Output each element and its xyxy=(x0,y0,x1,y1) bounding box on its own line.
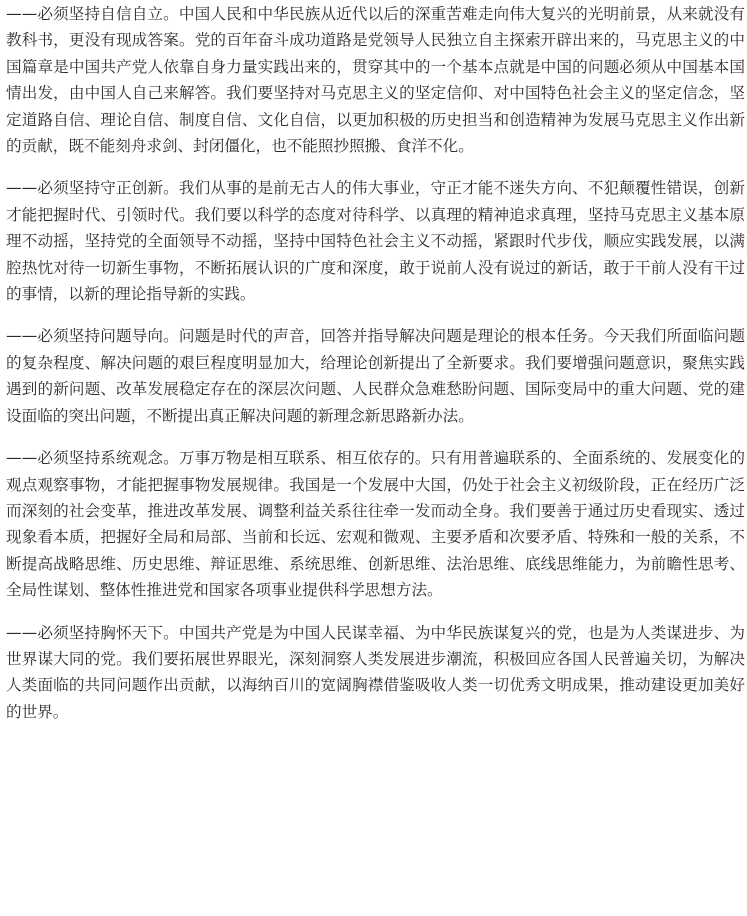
paragraph-self-confidence: ——必须坚持自信自立。中国人民和中华民族从近代以后的深重苦难走向伟大复兴的光明前景，从来就没有教科书，更没有现成答案。党的百年奋斗成功道路是党领导人民独立自主探索开辟出来的，马克思主义的中国篇章是中国共产党人依靠自身力量实践出来的，贯穿其中的一个基本点就是中国的问题必须从中国基本国情出发，由中国人自己来解答。我们要坚持对马克思主义的坚定信仰、对中国特色社会主义的坚定信念，坚定道路自信、理论自信、制度自信、文化自信，以更加积极的历史担当和创造精神为发展马克思主义作出新的贡献，既不能刻舟求剑、封闭僵化，也不能照抄照搬、食洋不化。 xyxy=(6,5,745,156)
paragraph-innovation: ——必须坚持守正创新。我们从事的是前无古人的伟大事业，守正才能不迷失方向、不犯颠覆性错误，创新才能把握时代、引领时代。我们要以科学的态度对待科学、以真理的精神追求真理，坚持马克思主义基本原理不动摇，坚持党的全面领导不动摇，坚持中国特色社会主义不动摇，紧跟时代步伐，顺应实践发展，以满腔热忱对待一切新生事物，不断拓展认识的广度和深度，敢于说前人没有说过的新话，敢于干前人没有干过的事情，以新的理论指导新的实践。 xyxy=(6,179,745,304)
paragraph-systems-thinking: ——必须坚持系统观念。万事万物是相互联系、相互依存的。只有用普遍联系的、全面系统的、发展变化的观点观察事物，才能把握事物发展规律。我国是一个发展中大国，仍处于社会主义初级阶段，正在经历广泛而深刻的社会变革，推进改革发展、调整利益关系往往牵一发而动全身。我们要善于通过历史看现实、透过现象看本质，把握好全局和局部、当前和长远、宏观和微观、主要矛盾和次要矛盾、特殊和一般的关系，不断提高战略思维、历史思维、辩证思维、系统思维、创新思维、法治思维、底线思维能力，为前瞻性思考、全局性谋划、整体性推进党和国家各项事业提供科学思想方法。 xyxy=(6,449,745,600)
paragraph-problem-oriented: ——必须坚持问题导向。问题是时代的声音，回答并指导解决问题是理论的根本任务。今天我们所面临问题的复杂程度、解决问题的艰巨程度明显加大，给理论创新提出了全新要求。我们要增强问题意识，聚焦实践遇到的新问题、改革发展稳定存在的深层次问题、人民群众急难愁盼问题、国际变局中的重大问题、党的建设面临的突出问题，不断提出真正解决问题的新理念新思路新办法。 xyxy=(6,327,745,425)
paragraph-global-vision: ——必须坚持胸怀天下。中国共产党是为中国人民谋幸福、为中华民族谋复兴的党，也是为人类谋进步、为世界谋大同的党。我们要拓展世界眼光，深刻洞察人类发展进步潮流，积极回应各国人民普遍关切，为解决人类面临的共同问题作出贡献，以海纳百川的宽阔胸襟借鉴吸收人类一切优秀文明成果，推动建设更加美好的世界。 xyxy=(6,623,745,721)
